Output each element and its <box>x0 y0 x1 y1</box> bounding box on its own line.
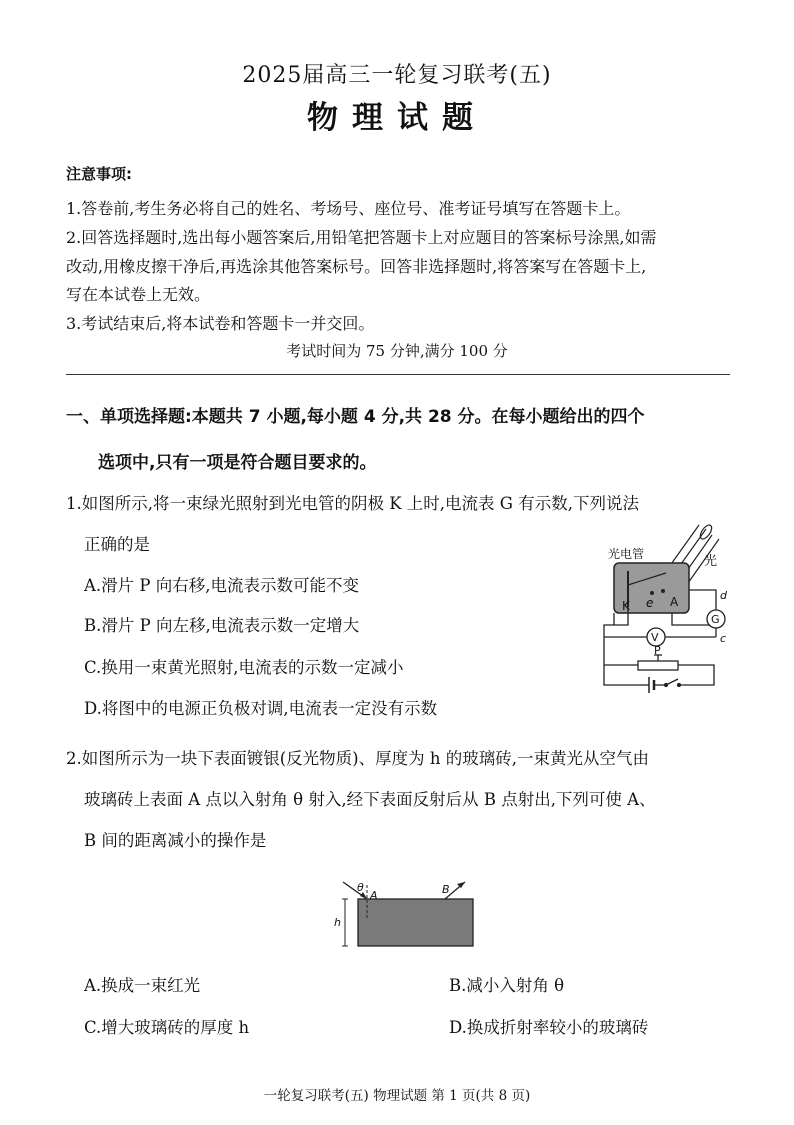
page-footer: 一轮复习联考(五) 物理试题 第 1 页(共 8 页) <box>263 1088 531 1104</box>
notice-item-2-cont: 改动,用橡皮擦干净后,再选涂其他答案标号。回答非选择题时,将答案写在答题卡上, <box>66 257 647 276</box>
q2-option-d: D.换成折射率较小的玻璃砖 <box>449 1018 649 1037</box>
notice-heading: 注意事项: <box>66 165 132 183</box>
label-point-b: B <box>442 883 450 896</box>
q2-stem-cont-1: 玻璃砖上表面 A 点以入射角 θ 射入,经下表面反射后从 B 点射出,下列可使 A、 <box>84 790 656 809</box>
q1-option-d: D.将图中的电源正负极对调,电流表一定没有示数 <box>84 699 438 718</box>
q2-stem: 2.如图所示为一块下表面镀银(反光物质)、厚度为 h 的玻璃砖,一束黄光从空气由 <box>66 749 649 768</box>
label-slider-p: P <box>654 644 661 657</box>
q1-stem: 1.如图所示,将一束绿光照射到光电管的阴极 K 上时,电流表 G 有示数,下列说法 <box>66 494 639 513</box>
q2-option-b: B.减小入射角 θ <box>449 976 565 995</box>
label-galvanometer: G <box>711 613 720 626</box>
glass-block-figure <box>325 870 485 960</box>
label-a: A <box>670 595 679 609</box>
q2-option-c: C.增大玻璃砖的厚度 h <box>84 1018 250 1037</box>
label-point-a: A <box>370 889 378 902</box>
label-voltmeter: V <box>651 631 659 644</box>
divider <box>66 374 730 375</box>
notice-item-1: 1.答卷前,考生务必将自己的姓名、考场号、座位号、准考证号填写在答题卡上。 <box>66 199 631 218</box>
label-thickness-h: h <box>334 916 341 929</box>
photoelectric-circuit-figure <box>594 515 734 705</box>
q1-stem-cont: 正确的是 <box>84 535 150 554</box>
exam-title: 2025届高三一轮复习联考(五) <box>242 63 552 88</box>
notice-item-2: 2.回答选择题时,选出每小题答案后,用铅笔把答题卡上对应题目的答案标号涂黑,如需 <box>66 228 657 247</box>
notice-item-3: 3.考试结束后,将本试卷和答题卡一并交回。 <box>66 314 375 333</box>
label-electron: e <box>646 596 654 610</box>
label-light: 光 <box>704 554 718 569</box>
exam-info: 考试时间为 75 分钟,满分 100 分 <box>286 342 508 360</box>
label-c: c <box>720 632 727 645</box>
q1-option-b: B.滑片 P 向左移,电流表示数一定增大 <box>84 616 360 635</box>
q1-option-a: A.滑片 P 向右移,电流表示数可能不变 <box>84 576 359 595</box>
q2-stem-cont-2: B 间的距离减小的操作是 <box>84 831 267 850</box>
subject-title: 物理试题 <box>307 100 487 136</box>
section-title-cont: 选项中,只有一项是符合题目要求的。 <box>98 453 377 473</box>
section-title: 一、单项选择题:本题共 7 小题,每小题 4 分,共 28 分。在每小题给出的四个 <box>66 407 645 427</box>
label-phototube: 光电管 <box>608 547 645 561</box>
q1-option-c: C.换用一束黄光照射,电流表的示数一定减小 <box>84 658 404 677</box>
label-theta: θ <box>357 881 364 894</box>
q2-option-a: A.换成一束红光 <box>84 976 201 995</box>
label-k: K <box>622 599 630 613</box>
label-d: d <box>720 589 727 602</box>
notice-item-2-end: 写在本试卷上无效。 <box>66 285 211 304</box>
